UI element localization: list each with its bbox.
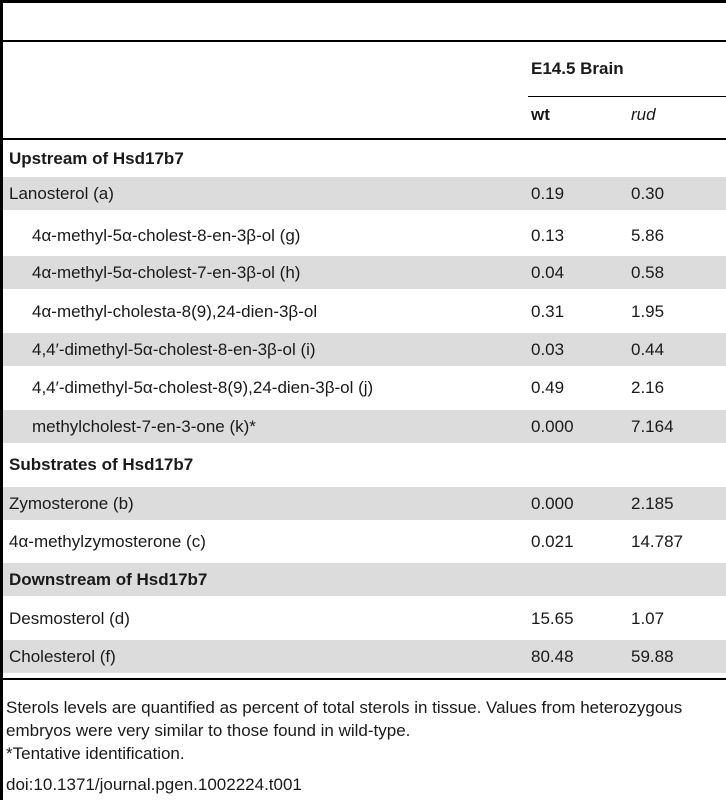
row-wt-value: 15.65 bbox=[531, 608, 574, 628]
table-row bbox=[3, 371, 726, 404]
section-title-row bbox=[3, 142, 726, 175]
row-wt-value: 80.48 bbox=[531, 646, 574, 666]
row-wt-value: 0.49 bbox=[531, 377, 565, 397]
row-rud-value: 59.88 bbox=[631, 646, 674, 666]
row-label: methylcholest-7-en-3-one (k)* bbox=[32, 416, 256, 436]
row-label: 4α-methyl-5α-cholest-7-en-3β-ol (h) bbox=[32, 262, 301, 282]
table-row bbox=[3, 219, 726, 252]
row-label: 4α-methyl-5α-cholest-8-en-3β-ol (g) bbox=[32, 225, 301, 245]
row-rud-value: 0.58 bbox=[631, 262, 665, 282]
row-wt-value: 0.000 bbox=[531, 493, 574, 513]
section-title-row bbox=[3, 563, 726, 596]
row-label: Zymosterone (b) bbox=[9, 493, 134, 513]
row-label: Cholesterol (f) bbox=[9, 646, 116, 666]
row-rud-value: 5.86 bbox=[631, 225, 665, 245]
doi-link[interactable]: doi:10.1371/journal.pgen.1002224.t001 bbox=[6, 775, 302, 794]
column-header-wt: wt bbox=[531, 104, 550, 124]
header-group-label: E14.5 Brain bbox=[531, 58, 624, 78]
section-title-row bbox=[3, 448, 726, 481]
column-header-rud: rud bbox=[631, 104, 656, 124]
row-label: 4,4′-dimethyl-5α-cholest-8-en-3β-ol (i) bbox=[32, 339, 316, 359]
row-wt-value: 0.03 bbox=[531, 339, 565, 359]
row-wt-value: 0.04 bbox=[531, 262, 565, 282]
table-row bbox=[3, 295, 726, 328]
table-row bbox=[3, 640, 726, 673]
header-bottom-rule bbox=[3, 138, 726, 140]
section-title-upstream: Upstream of Hsd17b7 bbox=[9, 148, 184, 168]
table-row bbox=[3, 525, 726, 558]
table-row bbox=[3, 487, 726, 520]
row-rud-value: 1.07 bbox=[631, 608, 665, 628]
row-rud-value: 14.787 bbox=[631, 531, 683, 551]
row-wt-value: 0.021 bbox=[531, 531, 574, 551]
header-group-row bbox=[3, 52, 726, 85]
row-rud-value: 7.164 bbox=[631, 416, 674, 436]
row-rud-value: 0.44 bbox=[631, 339, 665, 359]
table-row bbox=[3, 177, 726, 210]
row-rud-value: 2.185 bbox=[631, 493, 674, 513]
row-wt-value: 0.000 bbox=[531, 416, 574, 436]
table-top-rule bbox=[0, 0, 726, 3]
table-footnotes bbox=[6, 696, 718, 765]
row-wt-value: 0.13 bbox=[531, 225, 565, 245]
section-title-downstream: Downstream of Hsd17b7 bbox=[9, 569, 208, 589]
row-label: 4,4′-dimethyl-5α-cholest-8(9),24-dien-3β-ol (j) bbox=[32, 377, 374, 397]
header-columns-row bbox=[3, 98, 726, 131]
header-group-rule bbox=[528, 96, 726, 97]
row-rud-value: 0.30 bbox=[631, 183, 665, 203]
row-label: Lanosterol (a) bbox=[9, 183, 114, 203]
row-wt-value: 0.19 bbox=[531, 183, 565, 203]
table-row bbox=[3, 256, 726, 289]
row-rud-value: 2.16 bbox=[631, 377, 665, 397]
row-wt-value: 0.31 bbox=[531, 301, 565, 321]
section-title-substrates: Substrates of Hsd17b7 bbox=[9, 454, 194, 474]
table-row bbox=[3, 602, 726, 635]
footnote-sterol-levels: Sterols levels are quantified as percent of total sterols in tissue. Values from heterozygous embryos were very similar to those found in wild-type. bbox=[6, 698, 683, 740]
table-row bbox=[3, 410, 726, 443]
row-rud-value: 1.95 bbox=[631, 301, 665, 321]
row-label: 4α-methylzymosterone (c) bbox=[9, 531, 206, 551]
footnote-tentative: *Tentative identification. bbox=[6, 744, 185, 763]
header-top-rule bbox=[3, 40, 726, 42]
table-row bbox=[3, 333, 726, 366]
table-bottom-rule bbox=[3, 678, 726, 680]
row-label: 4α-methyl-cholesta-8(9),24-dien-3β-ol bbox=[32, 301, 318, 321]
row-label: Desmosterol (d) bbox=[9, 608, 130, 628]
